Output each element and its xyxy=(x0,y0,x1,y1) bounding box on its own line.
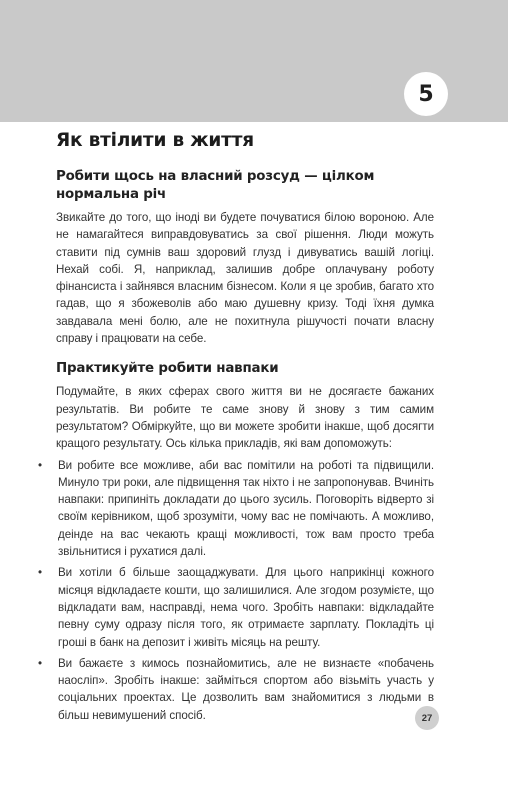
list-item xyxy=(34,564,434,650)
page-content xyxy=(38,126,434,728)
chapter-number-badge: 5 xyxy=(404,72,448,116)
subsection-heading-1: Робити щось на власний розсуд — цілком нормальна річ xyxy=(56,169,375,202)
bullet-icon: • xyxy=(38,566,43,580)
list-item-text: Ви бажаєте з кимось познайомитись, але не визнаєте «побачень наосліп». Зробіть інакше: займіться спортом або візьміть участь у соціальних проектах. Це дозволить вам знайомитися з людьми в більш невимушений спосіб. xyxy=(58,656,434,722)
subsection-paragraph-1: Звикайте до того, що іноді ви будете почуватися білою вороною. Але не намагайтеся виправдовуватись за свої рішення. Люди можуть ставити під сумнів ваш здоровий глузд і дивуватись вашій логіці. Нехай собі. Я, наприклад, залишив добре оплачувану роботу фінансиста і зайнявся власним бізнесом. Коли я це зробив, багато хто гадав, що я збожеволів або маю душевну кризу. Тоді їхня думка завдавала мені болю, але не похитнула рішучості почати власну справу і працювати на себе. xyxy=(56,211,434,346)
example-list xyxy=(38,457,434,724)
bullet-icon: • xyxy=(38,656,43,670)
section-title: Як втілити в життя xyxy=(56,130,254,151)
list-item xyxy=(34,457,434,561)
list-item-text: Ви робите все можливе, аби вас помітили на роботі та підвищили. Минуло три роки, але підвищення так ніхто і не запропонував. Вчиніть навпаки: припиніть докладати до цього зусиль. Поговоріть відверто зі своїм керівником, щоб зрозуміти, чому вас не помічають. А можливо, деінде на вас чекають кращі можливості, тож вам просто треба звільнитися і рухатися далі. xyxy=(58,458,434,559)
subsection-paragraph-2: Подумайте, в яких сферах свого життя ви не досягаєте бажаних результатів. Ви робите те саме знову й знову з тим самим результатом? Обміркуйте, що ви можете зробити інакше, щоб досягти кращого результату. Ось кілька прикладів, які вам допоможуть: xyxy=(56,385,434,451)
list-item xyxy=(34,655,434,724)
subsection-heading-2: Практикуйте робити навпаки xyxy=(56,361,279,377)
bullet-icon: • xyxy=(38,458,43,472)
page-number-badge: 27 xyxy=(415,706,439,730)
list-item-text: Ви хотіли б більше заощаджувати. Для цього наприкінці кожного місяця відкладаєте кошти, що залишилися. Але згодом розумієте, що відкладати вам, насправді, нема чого. Зробіть навпаки: відкладайте певну суму одразу після того, як отримаєте зарплату. Покладіть ці гроші в банк на депозит і живіть місяць на решту. xyxy=(58,566,434,649)
